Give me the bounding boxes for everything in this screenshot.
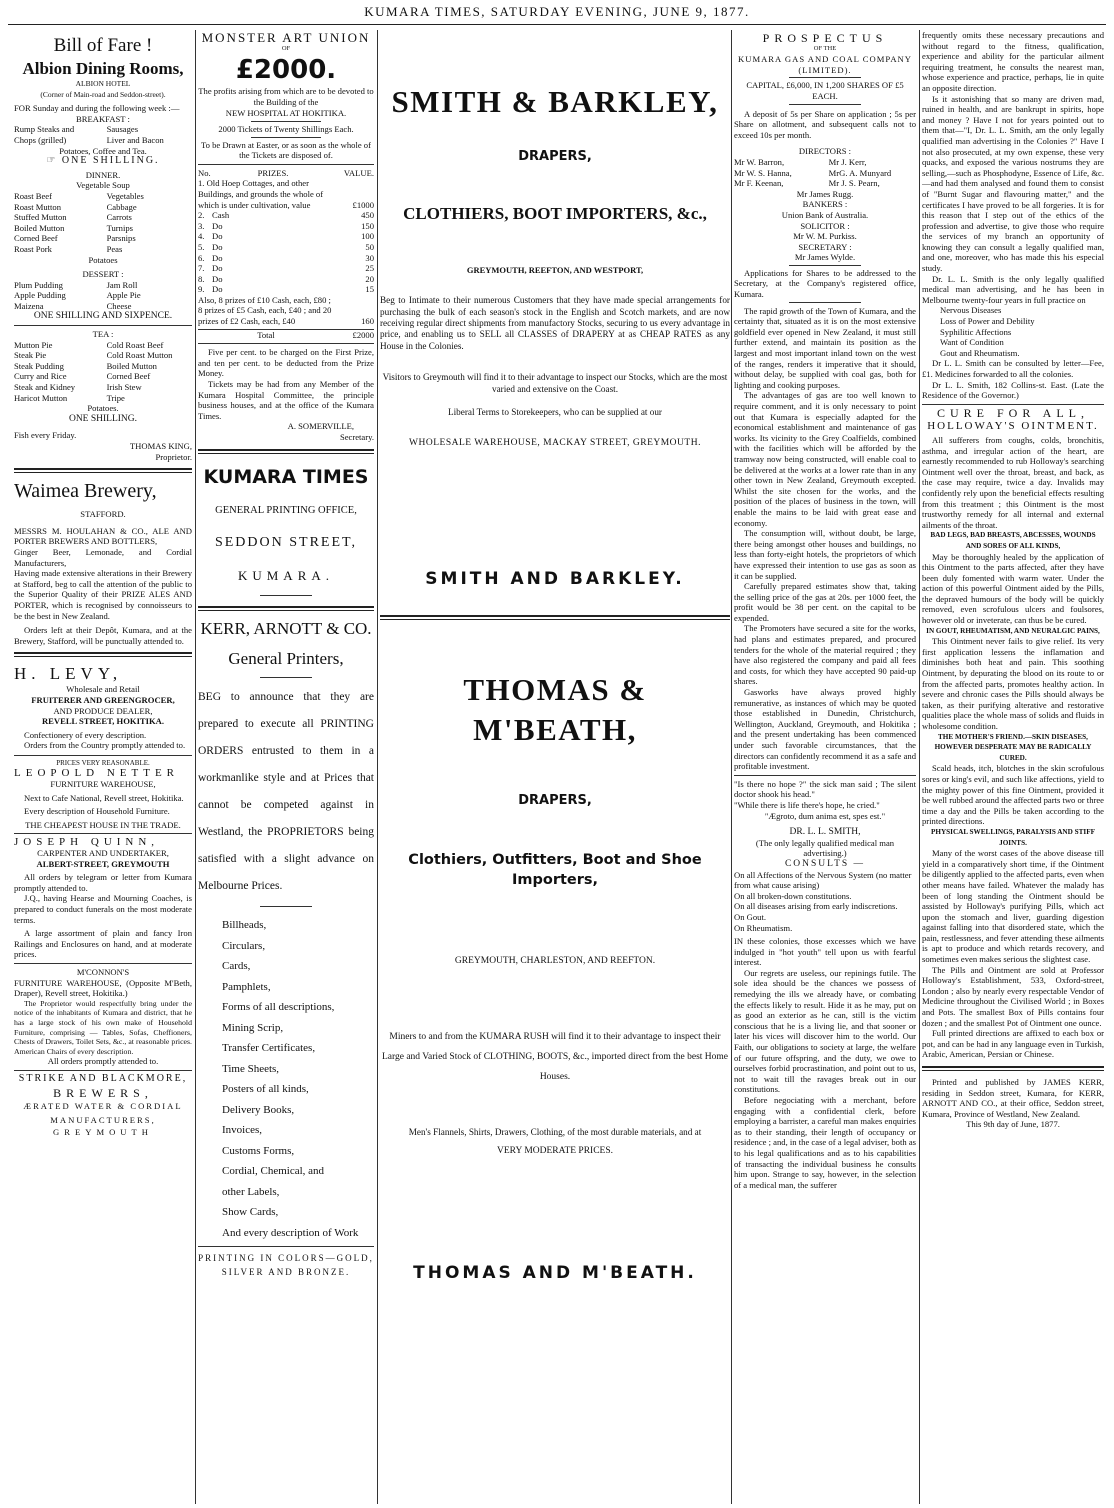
tm-drapers: DRAPERS, — [518, 792, 592, 808]
masthead: KUMARA TIMES, SATURDAY EVENING, JUNE 9, 1877. — [364, 4, 750, 19]
gas-p5: The Promoters have secured a site for the works, had plans and estimates prepared, and procured tenders for the whole of the material required ; they have also registered the company and paid all fees and costs, for which they have accepted 90 paid-up shares. — [734, 623, 916, 687]
menu-item-cell: Roast Pork — [14, 243, 52, 254]
prize-cell: 9. — [198, 284, 205, 295]
kt-title: KUMARA TIMES — [203, 465, 369, 488]
prize-row — [198, 221, 374, 232]
gas-p1: The rapid growth of the Town of Kumara, and the certainty that, situated as it is on the most extensive goldfield ever opened in New Zealand, it must still further extend, and maintain its position as the largest and most important inland town on the west of the ranges, renders it imperative that it should, without delay, be supplied with coal gas, both for lighting and cooking purposes. — [734, 305, 916, 390]
menu-item-cell: Liver and Bacon — [106, 134, 164, 145]
menu-item — [14, 301, 192, 312]
mconnon-2: The Proprietor would respectfully bring under the notice of the inhabitants of Kumara and district, that he has a large stock of his own make of Household Furniture, comprising — Tables, Sofas, Cheffioners, Chests of Drawers, Toilet Sets, &c., at reasonable prices. American Chairs of every description. — [14, 998, 192, 1056]
monster-amount: £2000. — [235, 55, 337, 86]
prize-cell: Do — [212, 273, 223, 284]
tea-list — [14, 340, 192, 404]
menu-item-cell: Tripe — [106, 392, 125, 403]
purkiss: Mr W. M. Purkiss. — [793, 231, 857, 242]
prize-list — [198, 210, 374, 295]
menu-item-cell: Haricot Mutton — [14, 392, 68, 403]
prize-cell: 5. — [198, 241, 205, 252]
print-item: Cards, — [222, 960, 251, 973]
menu-item — [14, 191, 192, 202]
ailment-item: Want of Condition — [940, 337, 1004, 348]
houlahan-2: Ginger Beer, Lemonade, and Cordial Manufacturers, — [14, 546, 192, 568]
houlahan: MESSRS M. HOULAHAN & CO., ALE AND PORTER BREWERS AND BOTTLERS, — [14, 525, 192, 547]
print-item: Mining Scrip, — [222, 1021, 284, 1034]
prize-cell: 15 — [365, 284, 374, 295]
menu-item-cell: Curry and Rice — [14, 371, 67, 382]
menu-item-cell: Steak Pie — [14, 350, 47, 361]
fish: Fish every Friday. — [14, 430, 77, 441]
monster-of: OF — [281, 44, 291, 52]
before: Before negociating with a merchant, before engaging with a confidential clerk, before employing a barrister, a careful man makes enquiries as to their standing, their length of occupancy or residence ; and, in the case of a legal adviser, both as to his legal qualifications and as to his capabilities of transacting the individual business he consults him upon. Strange to say, however, in the selection of a medical man, the sufferer — [734, 1095, 916, 1190]
menu-item-cell: Parsnips — [106, 233, 136, 244]
menu-item — [14, 135, 192, 146]
secretary: SECRETARY : — [798, 241, 852, 252]
menu-item — [14, 233, 192, 244]
gpo: GENERAL PRINTING OFFICE, — [215, 504, 357, 516]
menu-item-cell: Corned Beef — [106, 371, 151, 382]
regrets: Our regrets are useless, our repinings futile. The sole idea should be the chances we possess of remedying the ills we already have, or combating the effects likely to result. Hide it as he may, put on as good an exterior as he can, still is the victim conscious that he is a living lie, and that sooner or later his vices will discover him to the world. Our Faith, our obligations to society at large, the welfare of our future offspring, and the duty, we owe to ourselves forbid procrastination, and point out to us, not to wait till the ravages break out in our constitutions. — [734, 967, 916, 1095]
bad-legs: BAD LEGS, BAD BREASTS, ABCESSES, WOUNDS AND SORES OF ALL KINDS, — [930, 531, 1096, 550]
smith-p1: frequently omits these necessary precautions and without regard to the fitness, qualification, experience and ability for the particular ailment requiring treatment, he consults the nearest man, whose experience and practice, perhaps, lie in quite an opposite direction. — [922, 30, 1104, 93]
column-divider — [731, 30, 732, 1504]
holloway-5: Many of the worst cases of the above disease till yield in a comparatively short time, if the Ointment be diligently applied to the affected parts, even when other means have failed. Whatever the malady has been of long standing the Ointment should be assisted by Holloway's purifying Pills, which act upon the stomach and liver, guarding digestion against falling into that disordered state, which the pain, restlessness, and fever attending these ailments is apt to produce and which retards recovery, and sometimes even makes serious the slightest case. — [922, 848, 1104, 965]
print-item: And every description of Work — [222, 1226, 359, 1239]
menu-item-cell: Sausages — [106, 124, 139, 135]
consult-list — [734, 870, 916, 934]
prize-row — [198, 242, 374, 253]
tm-mens: Men's Flannels, Shirts, Drawers, Clothing, of the most durable materials, and at — [408, 1127, 702, 1137]
dessert-heading: DESSERT : — [82, 269, 124, 280]
albion-address: (Corner of Main-road and Seddon-street). — [40, 89, 166, 99]
menu-item — [14, 202, 192, 213]
mconnon-3: All orders promptly attended to. — [47, 1056, 159, 1067]
ailment-item: Gout and Rheumatism. — [940, 347, 1020, 358]
potatoes: Potatoes — [88, 254, 118, 265]
director-row-cell: MrG. A. Munyard — [828, 167, 892, 178]
sb-clothiers: CLOTHIERS, BOOT IMPORTERS, &c., — [403, 203, 707, 223]
rugg: Mr James Rugg. — [796, 188, 854, 199]
print-item: Circulars, — [222, 939, 266, 952]
prize-cell: Do — [212, 241, 223, 252]
director-row-cell: Mr W. S. Hanna, — [734, 167, 792, 178]
quinn-title: JOSEPH QUINN, — [14, 836, 160, 849]
consults: CONSULTS — — [784, 858, 866, 869]
soup: Vegetable Soup — [76, 180, 130, 191]
prize-cell: Do — [212, 252, 223, 263]
tm-sign: THOMAS AND M'BEATH. — [413, 1263, 697, 1284]
director-row-cell: Mr J. S. Pearn, — [828, 178, 880, 189]
five-per-cent: Five per cent. to be charged on the First Prize, and ten per cent. to be deducted from the Prize Money. — [198, 347, 374, 379]
silver: SILVER AND BRONZE. — [221, 1266, 351, 1277]
gout-heading: IN GOUT, RHEUMATISM, AND NEURALGIC PAINS, — [926, 626, 1100, 635]
consult-item: On Gout. — [734, 911, 766, 922]
print-item: Posters of all kinds, — [222, 1083, 309, 1096]
wylde: Mr James Wylde. — [794, 252, 856, 263]
menu-item-cell: Jam Roll — [106, 279, 138, 290]
smith-p4: Dr L. L. Smith can be consulted by letter—Fee, £1. Medicines forwarded to all the colonies. — [922, 358, 1104, 379]
prize-cell: 150 — [361, 220, 374, 231]
colors: PRINTING IN COLORS—GOLD, — [198, 1253, 374, 1264]
print-item: Time Sheets, — [222, 1062, 280, 1075]
levy-1: Wholesale and Retail — [66, 684, 140, 695]
gas-p6: Gasworks have always proved highly remunerative, as instances of which may be quoted those established in Dunedin, Christchurch, Wellington, Auckland, Greymouth, and Hokitika ; and the present undertaking has been commenced under such favorable circumstances, that the directors can confidently recommend it as a safe and profitable investment. — [734, 687, 916, 772]
tm-miners: Miners to and from the KUMARA RUSH will find it to their advantage to inspect their Large and Varied Stock of CLOTHING, BOOTS, &c., imported direct from the best Home Houses. — [381, 1032, 729, 1082]
prize-cell: 50 — [365, 241, 374, 252]
menu-item-cell: Apple Pudding — [14, 290, 66, 301]
dinner-heading: DINNER. — [85, 169, 121, 180]
prize-cell: 6. — [198, 252, 205, 263]
monster-title: MONSTER ART UNION — [201, 30, 371, 45]
menu-item-cell: Carrots — [106, 212, 132, 223]
print-item: other Labels, — [222, 1185, 280, 1198]
print-item: Pamphlets, — [222, 980, 271, 993]
prize-cell: 100 — [361, 231, 374, 242]
quote-2: "While there is life there's hope, he cried." — [734, 799, 880, 810]
prize-cell: Do — [212, 220, 223, 231]
gas-p4: Carefully prepared estimates show that, taking the selling price of the gas at 20s. per 1000 feet, the profit would be 38 per cent. on the capital to be expended. — [734, 581, 916, 623]
levy-6: Orders from the Country promptly attended to. — [24, 740, 186, 751]
mconnon-1: FURNITURE WAREHOUSE, (Opposite M'Beth, Draper), Revell street, Hokitika.) — [14, 977, 192, 999]
directors: DIRECTORS : — [798, 146, 852, 157]
prize-cell: 2. — [198, 210, 205, 221]
sb-sign: SMITH AND BARKLEY. — [425, 569, 685, 590]
quinn-5: A large assortment of plain and fancy Iron Railings and Enclosures on hand, and at moderate prices. — [14, 928, 192, 960]
for-sunday: FOR Sunday and during the following week :— — [14, 103, 180, 114]
menu-item-cell: Cold Roast Beef — [106, 339, 164, 350]
prize-row — [198, 231, 374, 242]
consult-item: On Rheumatism. — [734, 922, 793, 933]
holloway-3: This Ointment never fails to give relief. Its very first application lessens the inflamation and diminishes both heat and pain. This soothing Ointment, by depurating the blood on its route to or from the affected parts, promotes healthy action. In severe and chronic cases the Pills should always be taken, as their purifying alterative and restorative qualities place the whole mass of solids and fluids in wholesome condition. — [922, 636, 1104, 731]
houlahan-body: Having made extensive alterations in their Brewery at Stafford, beg to call the attention of the public to the Superior Quality of their PRIZE ALES AND PORTER, which is recognised by connoisseurs to be the best in New Zealand. — [14, 568, 192, 621]
print-item: Show Cards, — [222, 1206, 279, 1219]
quinn-2: ALBERT-STREET, GREYMOUTH — [36, 858, 170, 869]
sb-wholesale: WHOLESALE WAREHOUSE, MACKAY STREET, GREYMOUTH. — [409, 437, 701, 448]
holloway-7: Full printed directions are affixed to each box or pot, and can be had in any language even in Turkish, Arabic, American, Persian or Chinese. — [922, 1028, 1104, 1060]
quinn-4: J.Q., having Hearse and Mourning Coaches, is prepared to conduct funerals on the most moderate terms. — [14, 893, 192, 925]
menu-item-cell: Plum Pudding — [14, 279, 63, 290]
cure-title: CURE FOR ALL, — [936, 405, 1089, 420]
mothers-heading: THE MOTHER'S FRIEND.—SKIN DISEASES, HOWEVER DESPERATE MAY BE RADICALLY CURED. — [934, 732, 1092, 762]
consult-item: On all diseases arising from early indiscretions. — [734, 901, 898, 912]
albion-title: Albion Dining Rooms, — [22, 59, 184, 78]
prize-row — [198, 263, 374, 274]
menu-item-cell: Roast Mutton — [14, 201, 62, 212]
prize-cell: 30 — [365, 252, 374, 263]
price-one-shilling: ☞ ONE SHILLING. — [46, 155, 160, 167]
prize-cell: Do — [212, 231, 223, 242]
waimea-title: Waimea Brewery, — [14, 480, 157, 503]
tea-heading: TEA : — [92, 329, 114, 340]
manufacturers: MANUFACTURERS, — [50, 1114, 156, 1125]
levy-title: H. LEVY, — [14, 664, 123, 684]
kerr-body: BEG to announce that they are prepared to execute all PRINTING ORDERS entrusted to them in a workmanlike style and at Prices that cannot be competed against in Westland, the PROPRIETORS being satisfied with a slight advance on Melbourne Prices. — [198, 691, 374, 893]
print-item: Transfer Certificates, — [222, 1042, 316, 1055]
holloway-4: Scald heads, itch, blotches in the skin scrofulous sores or king's evil, and such like affections, yield to the mighty power of this fine Ointment, provided it be well rubbed around the affected parts two or three time a day and the Pills be taken according to the printed directions. — [922, 763, 1104, 827]
director-row — [734, 178, 916, 189]
prize-cell: 450 — [361, 210, 374, 221]
menu-item — [14, 371, 192, 382]
prize-cell: 4. — [198, 231, 205, 242]
menu-item — [14, 223, 192, 234]
albion-hotel: ALBION HOTEL — [75, 79, 131, 88]
price-one-six: ONE SHILLING AND SIXPENCE. — [33, 311, 173, 322]
holloway-6: The Pills and Ointment are sold at Professor Holloway's Establishment, 533, Oxford-street, London ; also by nearly every respectable Vendor of Medicine throughout the Civilised World ; in Boxes and Pots. The smallest Box of Pills contains four dozen ; and the smallest Pot of Ointment one ounce. — [922, 964, 1104, 1028]
print-item: Customs Forms, — [222, 1144, 295, 1157]
prize-1: 1. Old Hoep Cottages, and other Buildings, and grounds the whole of which is under cultivation, value £1000 — [198, 178, 374, 210]
union: Union Bank of Australia. — [781, 209, 869, 220]
menu-item — [14, 382, 192, 393]
smith-title: DR. L. L. SMITH, — [789, 827, 861, 838]
menu-item-cell: Vegetables — [106, 190, 144, 201]
menu-item-cell: Irish Stew — [106, 382, 142, 393]
director-row-cell: Mr J. Kerr, — [828, 156, 867, 167]
smith-p5: Dr L. L. Smith, 182 Collins-st. East. (Late the Residence of the Governor.) — [922, 379, 1104, 401]
gas-p2: The advantages of gas are too well known to require comment, and it is only necessary to point out that Kumara is especially adapted for the economical establishment and maintenance of gas works. Its vicinity to the Grey Coalfields, combined with the facilities which will be afforded by the tramway now being constructed, will enable coal to be delivered at the works at a lower rate than in any other town in New Zealand, Greymouth excepted. Whilst the site chosen for the works, and the position of the places of business in the town, will enable the mains to be laid with great ease and economy. — [734, 390, 916, 528]
levy-2: FRUITERER AND GREENGROCER, — [31, 694, 175, 705]
prices: PRICES VERY REASONABLE. — [14, 755, 192, 769]
applications: Applications for Shares to be addressed to the Secretary, at the Company's registered office, Kumara. — [734, 267, 916, 300]
holloway-1: All sufferers from coughs, colds, bronchitis, asthma, and irregular action of the heart, are earnestly recommended to rub Holloway's searching Ointment well over the throat, breast, and back, as the case may require, twice a day. Invalids may confidently rely upon the beneficial effects resulting from this treatment ; this Ointment is the most trustworthy remedy for all internal and external ailments of the throat. — [922, 434, 1104, 530]
prize-row — [198, 253, 374, 264]
greymouth: GREYMOUTH — [53, 1127, 153, 1138]
print-item: Forms of all descriptions, — [222, 1001, 335, 1014]
masthead-rule — [8, 24, 1106, 25]
menu-item-cell: Steak Pudding — [14, 360, 64, 371]
ailment-item: Syphilitic Affections — [940, 326, 1012, 337]
smith-list — [922, 305, 1104, 358]
holloway-title: HOLLOWAY'S OINTMENT. — [927, 420, 1099, 433]
netter-1: FURNITURE WAREHOUSE, — [50, 779, 156, 790]
sb-beg: Beg to Intimate to their numerous Customers that they have made special arrangements for purchasing the bulk of each season's stock in the English and Scotch markets, and are now receiving regular direct shipments from manufactory Stocks, securing to us every advantage in price, and enabling us to SELL all CLASSES of DRAPERY at as CHEAP RATES as any House in the Colonies. — [380, 295, 730, 351]
price-one-shilling-2: ONE SHILLING. — [68, 413, 138, 424]
menu-item-cell: Maizena — [14, 300, 44, 311]
column-1 — [14, 30, 192, 1504]
menu-item — [14, 212, 192, 223]
mconnon-title: M'CONNON'S — [76, 966, 130, 977]
print-item: Delivery Books, — [222, 1103, 295, 1116]
king-role: Proprietor. — [155, 451, 192, 462]
aerated: ÆRATED WATER & CORDIAL — [23, 1101, 183, 1112]
general-printers: General Printers, — [228, 649, 344, 669]
menu-item-cell: Mutton Pie — [14, 339, 53, 350]
prize-cell: Cash — [212, 210, 230, 221]
prize-cell: 3. — [198, 220, 205, 231]
quote-1: "Is there no hope ?" the sick man said ; The silent doctor shook his head." — [734, 778, 916, 800]
menu-item-cell: Boiled Mutton — [106, 360, 157, 371]
menu-item-cell: Turnips — [106, 222, 133, 233]
print-item: Invoices, — [222, 1124, 263, 1137]
bankers: BANKERS : — [802, 199, 848, 210]
netter-2: Next to Cafe National, Revell street, Hokitika. — [24, 792, 184, 803]
prize-cell: 20 — [365, 273, 374, 284]
prize-header: No. PRIZES. VALUE. — [198, 167, 374, 178]
smith-p2: Is it astonishing that so many are driven mad, ruined in health, and are bankrupt in spirits, hope and money ? Have I not for years pointed out to them that—"I, Dr. L. L. Smith, am the only legally qualified man advertising in the Colonies ?" Have I not also prosecuted, at my own expense, these very quacks, and exposed the various nostrums they are selling,—such as Phosphodyne, Essence of Life, &c.—and had them analysed and found them to consist of "Burnt Sugar and flavouring matter," and the certificates I have proved to be all forgeries. It is for this reason that I step out of the ethics of the profession and advertise, to give those who require the services of my branch an opportunity of knowing they can consult a legally qualified man, and one, moreover, who has made this his especial study. — [922, 93, 1104, 274]
levy-4: REVELL STREET, HOKITIKA. — [41, 716, 165, 727]
consult-item: On all broken-down constitutions. — [734, 890, 852, 901]
prize-cell: 8. — [198, 273, 205, 284]
column-5 — [922, 30, 1104, 1504]
tickets-had: Tickets may be had from any Member of the Kumara Hospital Committee, the principle business houses, and at the office of the Kumara Times. — [198, 379, 374, 421]
sb-title: SMITH & BARKLEY, — [391, 84, 719, 119]
director-row — [734, 157, 916, 168]
menu-item-cell: Rump Steaks and — [14, 124, 75, 135]
print-item: Billheads, — [222, 919, 267, 932]
tm-title: THOMAS & M'BEATH, — [463, 671, 647, 747]
gas-p3: The consumption will, without doubt, be large, there being amongst other houses and buildings, no less than forty-eight hotels, the proprietors of which have expressed their intention to use gas as soon as it can be supplied. — [734, 528, 916, 581]
menu-item-cell: Peas — [106, 243, 123, 254]
tickets: 2000 Tickets of Twenty Shillings Each. — [218, 123, 354, 134]
menu-item-cell: Apple Pie — [106, 290, 141, 301]
smith-p3: Dr. L. L. Smith is the only legally qualified medical man advertising, and he has been in Melbourne twenty-four years in full practice on — [922, 273, 1104, 305]
somerville: A. SOMERVILLE, — [287, 421, 354, 432]
prize-total: Total £2000 — [198, 329, 374, 341]
bill-title: Bill of Fare ! — [53, 35, 153, 56]
tm-places: GREYMOUTH, CHARLESTON, AND REEFTON. — [454, 956, 656, 967]
tm-outfitters: Clothiers, Outfitters, Boot and Shoe Importers, — [408, 852, 702, 889]
menu-item-cell: Steak and Kidney — [14, 382, 76, 393]
menu-item-cell: Stuffed Mutton — [14, 212, 67, 223]
colonies: IN these colonies, those excesses which we have indulged in "hot youth" tell upon us with fearful interest. — [734, 936, 916, 968]
prize-row — [198, 274, 374, 285]
levy-5: Confectionery of every description. — [24, 729, 147, 740]
somerville-role: Secretary. — [339, 432, 374, 442]
imprint: Printed and published by JAMES KERR, residing in Seddon street, Kumara, for KERR, ARNOTT AND CO., at their office, Seddon street, Kumara, Province of Westland, New Zealand. — [922, 1077, 1104, 1119]
solicitor: SOLICITOR : — [800, 220, 850, 231]
company: KUMARA GAS AND COAL COMPANY (LIMITED). — [738, 54, 912, 75]
houlahan-orders: Orders left at their Depôt, Kumara, and at the Brewery, Stafford, will be punctually attended to. — [14, 625, 192, 646]
kumara: KUMARA. — [237, 567, 335, 583]
smith-sub: (The only legally qualified medical man advertising.) — [755, 837, 895, 859]
column-2 — [198, 30, 374, 1504]
menu-item — [14, 340, 192, 351]
sb-liberal: Liberal Terms to Storekeepers, who can be supplied at our — [447, 407, 662, 418]
sb-places: GREYMOUTH, REEFTON, AND WESTPORT, — [466, 264, 644, 275]
monster-intro: The profits arising from which are to be devoted to the Building of the — [198, 86, 374, 107]
netter-3: Every description of Household Furniture. — [24, 806, 170, 817]
quinn-3: All orders by telegram or letter from Kumara promptly attended to. — [14, 872, 192, 893]
of-the: OF THE — [813, 44, 837, 52]
capital: CAPITAL, £6,000, IN 1,200 SHARES OF £5 EACH. — [746, 80, 904, 101]
menu-item — [14, 244, 192, 255]
menu-item-cell: Cold Roast Mutton — [106, 350, 173, 361]
levy-3: AND PRODUCE DEALER, — [53, 705, 153, 716]
column-3 — [380, 30, 730, 1504]
drawn: To be Drawn at Easter, or as soon as the whole of the Tickets are disposed of. — [201, 139, 371, 161]
menu-item — [14, 290, 192, 301]
breakfast-tail: Potatoes, Coffee and Tea. — [59, 145, 147, 156]
print-list — [198, 915, 374, 1243]
consult-item: On all Affections of the Nervous System (no matter from what cause arising) — [734, 869, 912, 891]
tm-moderate: VERY MODERATE PRICES. — [496, 1145, 614, 1156]
ailment-item: Nervous Diseases — [940, 305, 1002, 316]
sb-drapers: DRAPERS, — [518, 149, 592, 164]
quinn-1: CARPENTER AND UNDERTAKER, — [37, 848, 169, 859]
physical-heading: PHYSICAL SWELLINGS, PARALYSIS AND STIFF JOINTS. — [931, 827, 1095, 847]
prize-cell: Do — [212, 284, 223, 295]
menu-item-cell: Boiled Mutton — [14, 222, 65, 233]
dessert-list — [14, 280, 192, 312]
director-row — [734, 168, 916, 179]
sb-visitors: Visitors to Greymouth will find it to their advantage to inspect our Stocks, which are the most varied and extensive on the Coast. — [382, 372, 728, 394]
column-divider — [195, 30, 196, 1504]
deposit: A deposit of 5s per Share on application ; 5s per Share on allotment, and subsequent calls not to exceed 10s per month. — [734, 108, 916, 140]
dinner-list — [14, 191, 192, 255]
brewers: BREWERS, — [53, 1085, 153, 1100]
menu-item — [14, 350, 192, 361]
menu-item — [14, 361, 192, 372]
menu-item-cell: Roast Beef — [14, 190, 52, 201]
prize-also: Also, 8 prizes of £10 Cash, each, £80 ; 8 prizes of £5 Cash, each, £40 ; and 20 prizes of £2 Cash, each, £40 160 — [198, 294, 374, 327]
menu-item — [14, 280, 192, 291]
hand-icon: ☞ — [46, 155, 62, 167]
holloway-2: May be thoroughly healed by the application of this Ointment to the parts affected, after they have been duly fomented with warm water. Under the action of this powerful Ointment aided by the Pills, the depraved humours of the body will be quickly removed, even scrofulous ulcers and foulsores, however old or inveterate, can thus be be cured. — [922, 551, 1104, 626]
menu-item-cell: Corned Beef — [14, 233, 58, 244]
kerr-title: KERR, ARNOTT & CO. — [200, 619, 372, 639]
quote-3: "Ægroto, dum anima est, spes est." — [764, 810, 886, 821]
column-divider — [377, 30, 378, 1504]
director-row-cell: Mr W. Barron, — [734, 156, 785, 167]
directors-list — [734, 157, 916, 189]
ailment-item: Loss of Power and Debility — [940, 316, 1035, 327]
breakfast-list — [14, 124, 192, 145]
menu-item-cell: Cabbage — [106, 201, 137, 212]
imprint-date: This 9th day of June, 1877. — [966, 1119, 1060, 1130]
king: THOMAS KING, — [129, 441, 192, 451]
menu-item — [14, 393, 192, 404]
breakfast-heading: BREAKFAST : — [76, 113, 130, 124]
prize-cell: 25 — [365, 263, 374, 274]
director-row-cell: Mr F. Keenan, — [734, 178, 784, 189]
hospital: NEW HOSPITAL AT HOKITIKA. — [225, 108, 347, 119]
column-4 — [734, 30, 916, 1504]
column-divider — [919, 30, 920, 1504]
strike-title: STRIKE AND BLACKMORE, — [18, 1072, 188, 1084]
prospectus: PROSPECTUS — [762, 31, 888, 45]
prize-row — [198, 210, 374, 221]
menu-item — [14, 124, 192, 135]
stafford: STAFFORD. — [80, 509, 126, 520]
prize-cell: Do — [212, 263, 223, 274]
potatoes2: Potatoes. — [87, 403, 119, 414]
menu-item-cell: Cheese — [106, 300, 132, 311]
menu-item-cell: Chops (grilled) — [14, 134, 67, 145]
netter-4: THE CHEAPEST HOUSE IN THE TRADE. — [25, 819, 181, 830]
print-item: Cordial, Chemical, and — [222, 1165, 325, 1178]
prize-cell: 7. — [198, 263, 205, 274]
netter-title: LEOPOLD NETTER — [14, 767, 180, 780]
seddon: SEDDON STREET, — [214, 535, 358, 551]
prize-row — [198, 284, 374, 295]
